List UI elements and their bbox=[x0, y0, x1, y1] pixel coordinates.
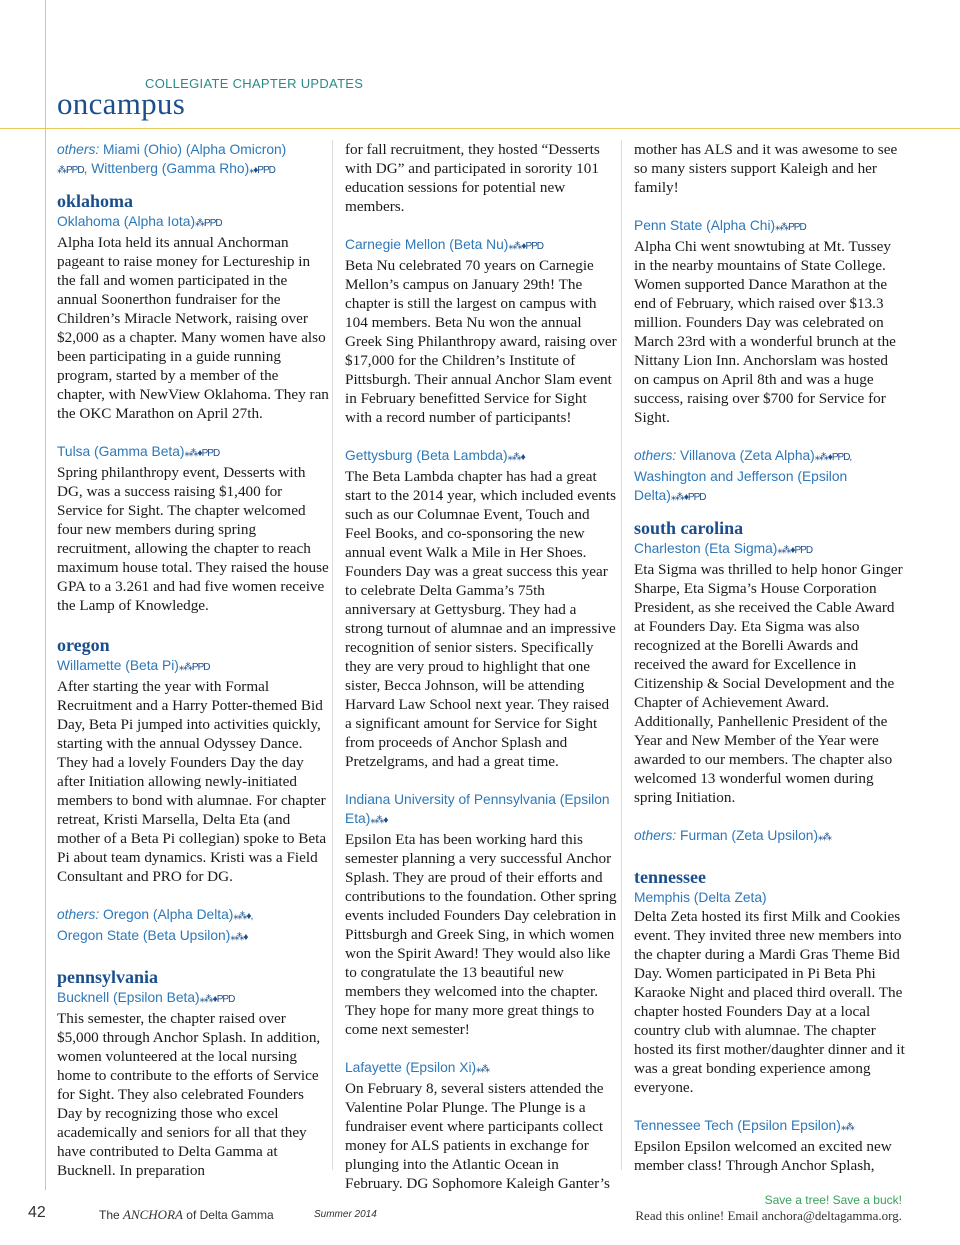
chapter-update-text: Epsilon Eta has been working hard this semester planning a very successful Anchor Splash. They are proud of their efforts and contributions to the foundation. Other spring events included Founders Day celebration in Pittsburgh and Greek Sing, in which women won the Spirit Award! They would also like to congratulate the 13 beautiful new members they welcomed into the chapter. They hope for many more great things to come next semester! bbox=[345, 831, 617, 1038]
others-list bbox=[57, 905, 329, 947]
chapter-symbols: ⁎⁂♦ bbox=[507, 452, 525, 463]
chapter-symbols: ⁎⁂♦PPD bbox=[777, 545, 813, 556]
chapter-name: Memphis (Delta Zeta) bbox=[634, 890, 767, 905]
others-list bbox=[634, 826, 906, 847]
chapter-link[interactable]: Villanova (Zeta Alpha) bbox=[680, 448, 815, 463]
chapter-name: Tennessee Tech (Epsilon Epsilon)⁎⁂ bbox=[634, 1118, 854, 1133]
chapter-symbols: ⁎⁂♦ bbox=[230, 932, 248, 943]
chapter-symbols: ⁎⁂♦PPD bbox=[508, 241, 544, 252]
chapter-name: Oklahoma (Alpha Iota)⁂PPD bbox=[57, 214, 222, 229]
continued-text: mother has ALS and it was awesome to see so many sisters support Kaleigh and her family! bbox=[634, 141, 898, 196]
chapter-update-text: Alpha Chi went snowtubing at Mt. Tussey in the nearby mountains of State College. Women supported Dance Marathon at the end of February, which raised over $13.3 million. Founders Day was celebrated on March 23rd with a wonderful brunch at the Nittany Lion Inn. Anchorslam was hosted on campus on April 8th and was a huge success, raising over $700 for Service for Sight. bbox=[634, 238, 896, 426]
chapter-link[interactable]: Washington and Jefferson (Epsilon Delta) bbox=[634, 469, 848, 503]
others-list bbox=[634, 446, 906, 507]
section-title: oncampus bbox=[57, 86, 186, 121]
chapter-update-text: On February 8, several sisters attended the Valentine Polar Plunge. The Plunge is a fundraiser event where participants collect money for ALS patients in exchange for plunging into the Atlantic Ocean in February. DG Sophomore Kaleigh Ganter’s bbox=[345, 1080, 610, 1192]
chapter-link[interactable]: Oregon State (Beta Upsilon) bbox=[57, 928, 231, 943]
others-list: others: Miami (Ohio) (Alpha Omicron) ⁂PPD, Wittenberg (Gamma Rho)⁎♦PPD bbox=[57, 142, 287, 176]
chapter-link[interactable]: Wittenberg (Gamma Rho) bbox=[91, 161, 250, 176]
gold-vertical-rule bbox=[45, 0, 46, 1190]
chapter-update-text: Beta Nu celebrated 70 years on Carnegie Mellon’s campus on January 29th! The chapter is still the largest on campus with 104 members. Beta Nu won the annual Greek Sing Philanthropy award, raising over $17,000 for the Children’s Institute of Pittsburgh. Their annual Anchor Slam event in February benefitted Service for Sight with a record number of participants! bbox=[345, 257, 617, 426]
chapter-name: Willamette (Beta Pi)⁎⁂PPD bbox=[57, 658, 210, 673]
chapter-symbols: ⁎⁂ bbox=[840, 1122, 854, 1133]
save-tree-note: Save a tree! Save a buck! bbox=[764, 1193, 902, 1207]
chapter-link[interactable]: Oregon (Alpha Delta) bbox=[103, 907, 234, 922]
column-3 bbox=[634, 140, 906, 1175]
others-label: others: bbox=[57, 142, 100, 157]
chapter-update-text: Spring philanthropy event, Desserts with DG, was a success raising $1,400 for Service for Sight. The chapter welcomed four new members during spring recruitment, allowing the chapter to reach maximum house total. They raised the house GPA to a 3.261 and had five women receive the Lamp of Knowledge. bbox=[57, 464, 329, 614]
chapter-symbols: ⁂PPD bbox=[195, 218, 222, 229]
continued-text: for fall recruitment, they hosted “Desserts with DG” and participated in sorority 101 education sessions for potential new members. bbox=[345, 141, 600, 215]
email-note[interactable]: Read this online! Email anchora@deltagamma.org. bbox=[635, 1208, 902, 1223]
gold-horizontal-rule bbox=[0, 128, 960, 129]
chapter-symbols: ⁎⁂♦PPD bbox=[199, 994, 235, 1005]
chapter-link[interactable]: Miami (Ohio) (Alpha Omicron) bbox=[103, 142, 287, 157]
chapter-update-text: Eta Sigma was thrilled to help honor Ginger Sharpe, Eta Sigma’s House Corporation President, as she received the Cable Award at Founders Day. Eta Sigma was also recognized at the Borelli Awards and received the award for Excellence in Citizenship & Social Development and the Chapter of Achievement Award. Additionally, Panhellenic President of the Year and New Member of the Year were awarded to our members. The chapter also welcomed 13 wonderful women during spring Initiation. bbox=[634, 561, 903, 806]
chapter-update-text: The Beta Lambda chapter has had a great start to the 2014 year, which included events such as our Columnae Event, Touch and Feel Books, and co-sponsoring the new annual event Walk a Mile in Her Shoes. Founders Day was a great success this year to celebrate Delta Gamma’s 75th anniversary at Gettysburg. They had a strong turnout of alumnae and an impressive recognition of senior sisters. Specifically they are very proud to highlight that one sister, Becca Johnson, will be attending Harvard Law School next year. They raised a significant amount for Service for Sight from proceeds of Anchor Splash and Pretzelgrams, and had a great time. bbox=[345, 468, 617, 770]
chapter-update-text: Alpha Iota held its annual Anchorman pageant to raise money for Lectureship in the fall and women participated in the annual Soonerthon fundraiser for the Children’s Miracle Network, raising over $2,000 as a chapter. Many women have also been participating in a guide running program, started by a member of the chapter, with NewView Oklahoma. They ran the OKC Marathon on April 27th. bbox=[57, 234, 329, 422]
chapter-name: Tulsa (Gamma Beta)⁎⁂♦PPD bbox=[57, 444, 220, 459]
chapter-name: Bucknell (Epsilon Beta)⁎⁂♦PPD bbox=[57, 990, 235, 1005]
chapter-symbols: ⁎⁂PPD bbox=[775, 222, 806, 233]
chapter-update-text: This semester, the chapter raised over $5,000 through Anchor Splash. In addition, women volunteered at the local nursing home to contribute to the efforts of Service for Sight. They also celebrated Founders Day by recognizing those who excel academically and seniors for all that they have contributed to Delta Gamma at Bucknell. In preparation bbox=[57, 1010, 321, 1179]
chapter-symbols: ⁎⁂♦, bbox=[233, 911, 253, 922]
chapter-symbols: ⁂PPD bbox=[57, 165, 84, 176]
column-1 bbox=[57, 140, 329, 1180]
magazine-name: The ANCHORA of Delta Gamma bbox=[99, 1207, 274, 1222]
chapter-symbols: ⁎♦PPD bbox=[249, 165, 275, 176]
chapter-symbols: ⁎⁂♦PPD bbox=[670, 492, 706, 503]
state-heading-oklahoma: oklahoma bbox=[57, 191, 134, 211]
chapter-symbols: ⁎⁂♦ bbox=[370, 815, 388, 826]
chapter-symbols: ⁎⁂♦PPD bbox=[184, 448, 220, 459]
others-label: others: bbox=[634, 828, 677, 843]
chapter-name: Lafayette (Epsilon Xi)⁎⁂ bbox=[345, 1060, 490, 1075]
state-heading-pennsylvania: pennsylvania bbox=[57, 967, 159, 987]
column-2 bbox=[345, 140, 617, 1193]
others-label: others: bbox=[634, 448, 677, 463]
chapter-symbols: ⁎⁂ bbox=[818, 832, 832, 843]
chapter-name: Gettysburg (Beta Lambda)⁎⁂♦ bbox=[345, 448, 525, 463]
state-heading-south-carolina: south carolina bbox=[634, 518, 744, 538]
state-heading-oregon: oregon bbox=[57, 635, 110, 655]
column-divider bbox=[621, 140, 622, 1170]
chapter-link[interactable]: Furman (Zeta Upsilon) bbox=[680, 828, 819, 843]
state-heading-tennessee: tennessee bbox=[634, 867, 706, 887]
section-kicker: COLLEGIATE CHAPTER UPDATES bbox=[145, 76, 364, 91]
chapter-symbols: ⁎⁂PPD bbox=[178, 662, 210, 673]
chapter-symbols: ⁎⁂ bbox=[476, 1064, 490, 1075]
chapter-update-text: After starting the year with Formal Recruitment and a Harry Potter-themed Bid Day, Beta Pi jumped into activities quickly, starting with the annual Odyssey Dance. They had a lovely Founders Day the day after Initiation allowing newly-initiated members to bond with alumnae. For chapter retreat, Kristi Marsella, Delta Eta (and mother of a Beta Pi collegian) spoke to Beta Pi about team dynamics. Kristi was a Field Consultant and PRO for DG. bbox=[57, 678, 327, 885]
chapter-name: Carnegie Mellon (Beta Nu)⁎⁂♦PPD bbox=[345, 237, 544, 252]
column-divider bbox=[332, 140, 333, 1170]
chapter-symbols: ⁎⁂♦PPD, bbox=[814, 452, 852, 463]
chapter-name: Indiana University of Pennsylvania (Epsilon Eta)⁎⁂♦ bbox=[345, 792, 610, 826]
chapter-name: Charleston (Eta Sigma)⁎⁂♦PPD bbox=[634, 541, 813, 556]
page-number: 42 bbox=[28, 1204, 46, 1221]
chapter-update-text: Epsilon Epsilon welcomed an excited new member class! Through Anchor Splash, bbox=[634, 1138, 892, 1174]
others-label: others: bbox=[57, 907, 100, 922]
chapter-name: Penn State (Alpha Chi)⁎⁂PPD bbox=[634, 218, 806, 233]
chapter-update-text: Delta Zeta hosted its first Milk and Cookies event. They invited three new members into the chapter during a Mardi Gras Theme Bid Day. Women participated in Pi Beta Phi Karaoke Night and placed third overall. The chapter hosted Founders Day at a local country club with alumnae. The chapter hosted its first mother/daughter dinner and it was a great bonding experience among everyone. bbox=[634, 908, 905, 1096]
issue-date: Summer 2014 bbox=[314, 1209, 377, 1220]
